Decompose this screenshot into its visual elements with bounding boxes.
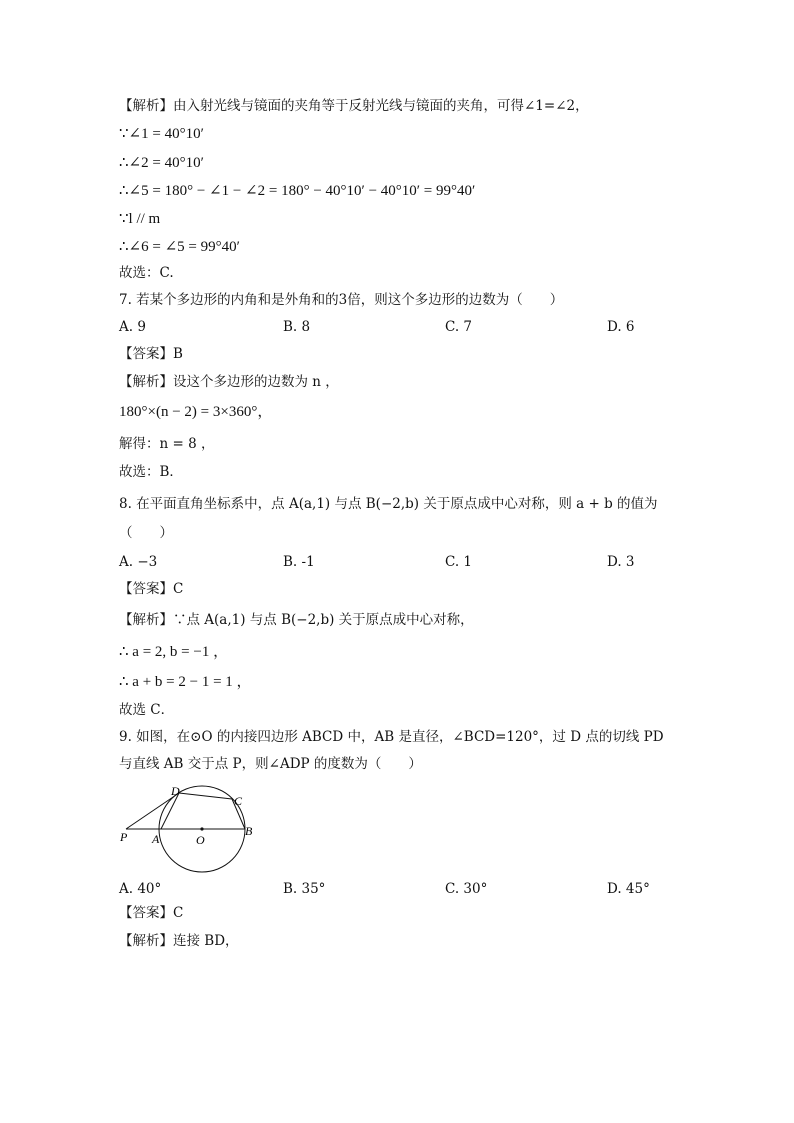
- q9-answer: 【答案】C: [119, 905, 184, 921]
- q7-option-d: D. 6: [607, 319, 635, 335]
- q8-stem-blank: （ ）: [119, 525, 173, 541]
- label-b: B: [245, 824, 253, 838]
- q7-analysis-line-3: 解得：n = 8 ，: [119, 436, 215, 452]
- q9-option-c: C. 30°: [445, 881, 488, 897]
- q9-option-a: A. 40°: [119, 881, 162, 897]
- label-p: P: [120, 830, 128, 844]
- q7-option-a: A. 9: [119, 319, 146, 335]
- center-point: [200, 827, 203, 830]
- q8-option-d: D. 3: [607, 554, 635, 570]
- label-a: A: [152, 832, 160, 846]
- q9-option-d: D. 45°: [607, 881, 650, 897]
- label-d: D: [171, 784, 180, 798]
- q7-option-c: C. 7: [445, 319, 473, 335]
- q8-stem: 8. 在平面直角坐标系中，点 A(a,1) 与点 B(−2,b) 关于原点成中心对称，则 a + b 的值为: [119, 496, 658, 512]
- q8-answer: 【答案】C: [119, 581, 184, 597]
- label-c: C: [234, 794, 243, 808]
- q8-option-b: B. -1: [283, 554, 315, 570]
- q8-analysis-line-2: ∴ a = 2, b = −1 ，: [119, 644, 229, 660]
- q8-analysis-line-3: ∴ a + b = 2 − 1 = 1 ，: [119, 674, 252, 690]
- q8-option-c: C. 1: [445, 554, 473, 570]
- q8-analysis-line-1: 【解析】∵点 A(a,1) 与点 B(−2,b) 关于原点成中心对称，: [119, 612, 474, 628]
- q6-analysis-line-1: 【解析】由入射光线与镜面的夹角等于反射光线与镜面的夹角，可得∠1=∠2，: [119, 98, 589, 114]
- q6-analysis-line-6: ∴∠6 = ∠5 = 99°40′: [119, 239, 240, 255]
- q6-analysis-line-4: ∴∠5 = 180° − ∠1 − ∠2 = 180° − 40°10′ − 40°10′ = 99°40′: [119, 183, 476, 199]
- q7-option-b: B. 8: [283, 319, 311, 335]
- q6-analysis-line-2: ∵∠1 = 40°10′: [119, 126, 204, 142]
- q6-analysis-line-3: ∴∠2 = 40°10′: [119, 155, 204, 171]
- q7-analysis-line-1: 【解析】设这个多边形的边数为 n ，: [119, 374, 339, 390]
- q9-stem-line-2: 与直线 AB 交于点 P，则∠ADP 的度数为（ ）: [119, 756, 422, 772]
- q8-conclusion: 故选 C．: [119, 702, 175, 718]
- q9-analysis-line-1: 【解析】连接 BD，: [119, 933, 239, 949]
- q7-answer: 【答案】B: [119, 346, 183, 362]
- q9-stem: 9. 如图，在⊙O 的内接四边形 ABCD 中，AB 是直径，∠BCD=120°，过 D 点的切线 PD: [119, 729, 664, 745]
- q7-analysis-line-2: 180°×(n − 2) = 3×360°，: [119, 404, 273, 420]
- chord-dc: [179, 793, 232, 799]
- chord-da: [161, 793, 179, 829]
- q9-option-b: B. 35°: [283, 881, 326, 897]
- q8-option-a: A. −3: [119, 554, 158, 570]
- q6-conclusion: 故选：C.: [119, 265, 174, 281]
- q6-analysis-line-5: ∵l // m: [119, 211, 161, 227]
- q7-stem: 7. 若某个多边形的内角和是外角和的3倍，则这个多边形的边数为（ ）: [119, 292, 564, 308]
- q7-conclusion: 故选：B．: [119, 464, 183, 480]
- label-o: O: [196, 833, 205, 847]
- tangent-pd: [126, 793, 179, 829]
- q9-circle-figure: [115, 783, 265, 849]
